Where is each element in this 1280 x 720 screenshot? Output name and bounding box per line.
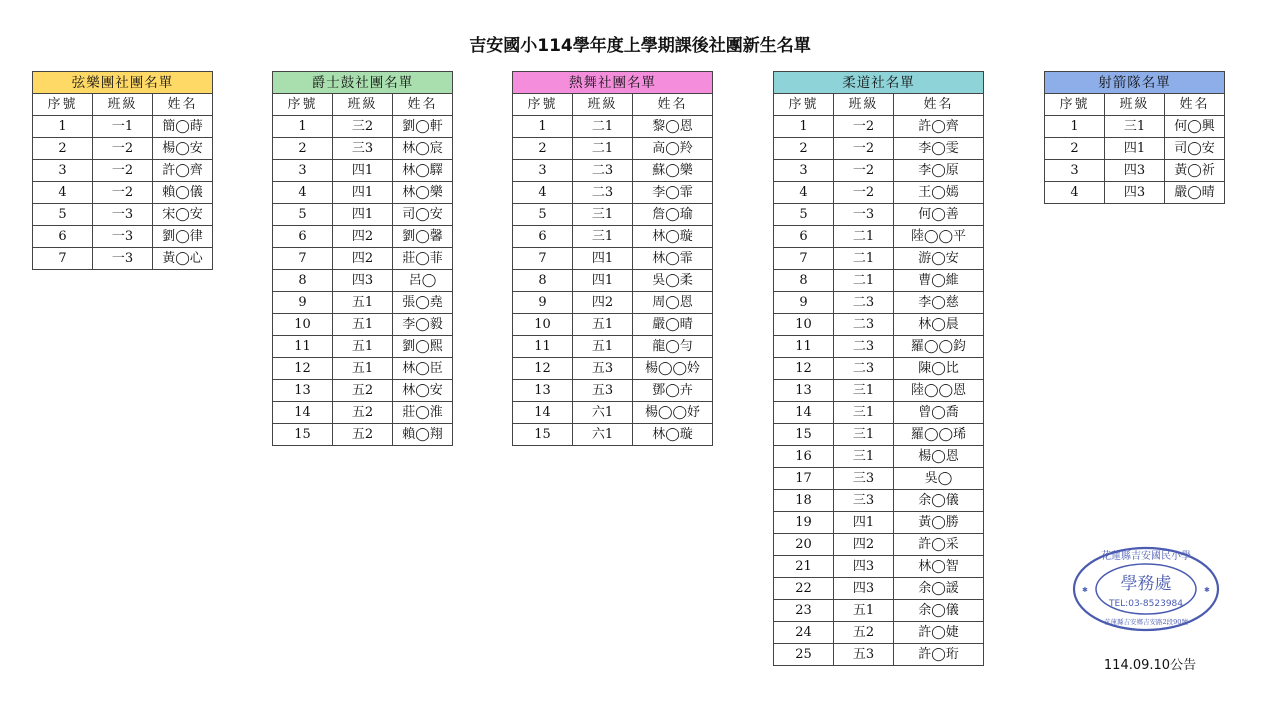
class-cell: 一2 [834, 160, 894, 182]
class-cell: 四3 [333, 270, 393, 292]
name-cell: 余◯儀 [894, 600, 984, 622]
name-cell: 許◯婕 [894, 622, 984, 644]
class-cell: 五3 [573, 358, 633, 380]
class-cell: 五3 [573, 380, 633, 402]
seq-cell: 17 [774, 468, 834, 490]
class-cell: 三1 [834, 402, 894, 424]
class-column-header: 班級 [93, 94, 153, 116]
table-row [513, 424, 713, 446]
seq-cell: 25 [774, 644, 834, 666]
name-cell: 楊◯安 [153, 138, 213, 160]
name-cell: 李◯霏 [633, 182, 713, 204]
table-row [1045, 160, 1225, 182]
class-cell: 三3 [834, 490, 894, 512]
class-cell: 四1 [573, 248, 633, 270]
seq-cell: 6 [33, 226, 93, 248]
name-cell: 司◯安 [1165, 138, 1225, 160]
seq-cell: 6 [513, 226, 573, 248]
class-cell: 五2 [834, 622, 894, 644]
table-row [1045, 138, 1225, 160]
class-cell: 三1 [573, 226, 633, 248]
seq-cell: 11 [273, 336, 333, 358]
table-row [273, 182, 453, 204]
seq-cell: 8 [513, 270, 573, 292]
class-cell: 三1 [834, 424, 894, 446]
table-row [774, 204, 984, 226]
seq-cell: 22 [774, 578, 834, 600]
table-row [774, 490, 984, 512]
class-cell: 三1 [1105, 116, 1165, 138]
class-cell: 四1 [573, 270, 633, 292]
name-cell: 黃◯勝 [894, 512, 984, 534]
seq-cell: 7 [513, 248, 573, 270]
seq-cell: 2 [513, 138, 573, 160]
class-cell: 五2 [333, 402, 393, 424]
class-cell: 二1 [834, 270, 894, 292]
seq-cell: 13 [273, 380, 333, 402]
name-cell: 司◯安 [393, 204, 453, 226]
seq-cell: 8 [774, 270, 834, 292]
name-cell: 劉◯軒 [393, 116, 453, 138]
seq-cell: 3 [513, 160, 573, 182]
class-cell: 二3 [573, 182, 633, 204]
seq-cell: 3 [1045, 160, 1105, 182]
class-cell: 二1 [573, 138, 633, 160]
table-row [513, 336, 713, 358]
name-cell: 李◯原 [894, 160, 984, 182]
seq-cell: 3 [273, 160, 333, 182]
seq-cell: 5 [33, 204, 93, 226]
class-cell: 二3 [834, 358, 894, 380]
seq-column-header: 序號 [774, 94, 834, 116]
table-row [273, 204, 453, 226]
table-row [513, 358, 713, 380]
class-cell: 二3 [573, 160, 633, 182]
name-column-header: 姓名 [1165, 94, 1225, 116]
table-row [273, 424, 453, 446]
seq-cell: 18 [774, 490, 834, 512]
name-cell: 林◯智 [894, 556, 984, 578]
seq-cell: 7 [33, 248, 93, 270]
class-cell: 一2 [93, 182, 153, 204]
table-row [513, 160, 713, 182]
seq-cell: 5 [513, 204, 573, 226]
name-cell: 莊◯菲 [393, 248, 453, 270]
name-cell: 李◯毅 [393, 314, 453, 336]
name-cell: 曾◯喬 [894, 402, 984, 424]
seq-cell: 5 [273, 204, 333, 226]
table-row [33, 248, 213, 270]
table-row [273, 270, 453, 292]
class-cell: 五1 [333, 358, 393, 380]
table-row [774, 182, 984, 204]
stamp-tel-text: TEL:03-8523984 [1108, 599, 1184, 609]
seq-cell: 4 [273, 182, 333, 204]
table-row [513, 402, 713, 424]
table-row [774, 446, 984, 468]
seq-column-header: 序號 [273, 94, 333, 116]
name-cell: 宋◯安 [153, 204, 213, 226]
table-row [273, 402, 453, 424]
class-column-header: 班級 [1105, 94, 1165, 116]
table-row [513, 226, 713, 248]
seq-cell: 12 [513, 358, 573, 380]
class-cell: 三1 [573, 204, 633, 226]
class-cell: 四2 [834, 534, 894, 556]
table-row [1045, 182, 1225, 204]
name-cell: 林◯樂 [393, 182, 453, 204]
seq-cell: 12 [774, 358, 834, 380]
name-cell: 陸◯◯恩 [894, 380, 984, 402]
string-orchestra-roster-table [32, 71, 213, 270]
class-cell: 五2 [333, 424, 393, 446]
name-cell: 李◯慈 [894, 292, 984, 314]
name-cell: 何◯興 [1165, 116, 1225, 138]
seq-cell: 10 [273, 314, 333, 336]
table-row [774, 270, 984, 292]
name-cell: 許◯采 [894, 534, 984, 556]
name-cell: 羅◯◯琋 [894, 424, 984, 446]
class-cell: 一3 [93, 204, 153, 226]
seq-cell: 12 [273, 358, 333, 380]
class-cell: 三2 [333, 116, 393, 138]
class-cell: 四2 [333, 248, 393, 270]
class-cell: 四1 [333, 182, 393, 204]
class-cell: 三1 [834, 380, 894, 402]
seq-cell: 2 [33, 138, 93, 160]
club-title: 弦樂團社團名單 [33, 72, 213, 94]
seq-cell: 9 [513, 292, 573, 314]
name-cell: 張◯堯 [393, 292, 453, 314]
seq-cell: 4 [1045, 182, 1105, 204]
name-cell: 鄧◯卉 [633, 380, 713, 402]
seq-column-header: 序號 [1045, 94, 1105, 116]
class-cell: 五1 [333, 292, 393, 314]
table-row [273, 160, 453, 182]
name-cell: 劉◯律 [153, 226, 213, 248]
name-cell: 高◯羚 [633, 138, 713, 160]
name-cell: 嚴◯晴 [1165, 182, 1225, 204]
name-cell: 許◯齊 [153, 160, 213, 182]
seq-cell: 21 [774, 556, 834, 578]
class-cell: 二1 [834, 248, 894, 270]
seq-cell: 2 [273, 138, 333, 160]
name-cell: 李◯雯 [894, 138, 984, 160]
name-cell: 林◯晨 [894, 314, 984, 336]
class-cell: 一3 [834, 204, 894, 226]
seq-cell: 1 [273, 116, 333, 138]
seq-cell: 11 [513, 336, 573, 358]
seq-cell: 13 [774, 380, 834, 402]
stamp-outer-text: 花蓮縣吉安國民小學 [1101, 551, 1191, 562]
name-cell: 林◯臣 [393, 358, 453, 380]
class-cell: 二1 [573, 116, 633, 138]
table-row [774, 160, 984, 182]
name-cell: 龍◯勻 [633, 336, 713, 358]
name-cell: 林◯安 [393, 380, 453, 402]
seq-cell: 6 [774, 226, 834, 248]
class-cell: 二1 [834, 226, 894, 248]
name-cell: 許◯珩 [894, 644, 984, 666]
name-cell: 簡◯蒔 [153, 116, 213, 138]
table-row [1045, 116, 1225, 138]
class-cell: 一3 [93, 248, 153, 270]
name-cell: 楊◯恩 [894, 446, 984, 468]
class-column-header: 班級 [573, 94, 633, 116]
seq-cell: 20 [774, 534, 834, 556]
table-row [774, 336, 984, 358]
table-row [513, 292, 713, 314]
table-row [774, 358, 984, 380]
name-cell: 吳◯ [894, 468, 984, 490]
name-cell: 林◯璇 [633, 226, 713, 248]
name-cell: 林◯璇 [633, 424, 713, 446]
class-cell: 五1 [834, 600, 894, 622]
class-cell: 二3 [834, 292, 894, 314]
class-cell: 三3 [333, 138, 393, 160]
class-cell: 四1 [1105, 138, 1165, 160]
name-cell: 林◯宸 [393, 138, 453, 160]
table-row [774, 622, 984, 644]
seq-cell: 9 [273, 292, 333, 314]
name-cell: 王◯嫣 [894, 182, 984, 204]
name-cell: 呂◯ [393, 270, 453, 292]
name-cell: 余◯諼 [894, 578, 984, 600]
seq-cell: 3 [33, 160, 93, 182]
table-row [774, 226, 984, 248]
seq-cell: 4 [774, 182, 834, 204]
seq-cell: 7 [273, 248, 333, 270]
table-row [774, 138, 984, 160]
seq-cell: 1 [774, 116, 834, 138]
table-row [513, 204, 713, 226]
table-row [33, 204, 213, 226]
table-row [774, 292, 984, 314]
seq-cell: 10 [513, 314, 573, 336]
name-cell: 游◯安 [894, 248, 984, 270]
seq-cell: 6 [273, 226, 333, 248]
table-row [774, 424, 984, 446]
table-row [513, 138, 713, 160]
table-row [273, 336, 453, 358]
club-title: 柔道社名單 [774, 72, 984, 94]
class-cell: 五1 [573, 336, 633, 358]
table-row [513, 314, 713, 336]
seq-cell: 4 [33, 182, 93, 204]
name-cell: 楊◯◯妗 [633, 358, 713, 380]
class-cell: 六1 [573, 402, 633, 424]
name-cell: 劉◯熙 [393, 336, 453, 358]
name-cell: 詹◯瑜 [633, 204, 713, 226]
table-row [513, 380, 713, 402]
seq-cell: 5 [774, 204, 834, 226]
class-cell: 四3 [1105, 160, 1165, 182]
seq-cell: 9 [774, 292, 834, 314]
seq-cell: 4 [513, 182, 573, 204]
seq-cell: 11 [774, 336, 834, 358]
table-row [774, 534, 984, 556]
class-cell: 五1 [573, 314, 633, 336]
table-row [273, 380, 453, 402]
table-row [774, 116, 984, 138]
name-cell: 莊◯淮 [393, 402, 453, 424]
table-row [33, 138, 213, 160]
seq-cell: 14 [774, 402, 834, 424]
table-row [513, 270, 713, 292]
table-row [273, 226, 453, 248]
seq-cell: 16 [774, 446, 834, 468]
seq-cell: 15 [273, 424, 333, 446]
table-row [273, 248, 453, 270]
table-row [513, 182, 713, 204]
name-cell: 余◯儀 [894, 490, 984, 512]
table-row [774, 556, 984, 578]
table-row [774, 512, 984, 534]
seq-cell: 14 [513, 402, 573, 424]
club-title: 熱舞社團名單 [513, 72, 713, 94]
seq-cell: 19 [774, 512, 834, 534]
stamp-star-left-icon: ✱ [1082, 586, 1088, 594]
name-column-header: 姓名 [153, 94, 213, 116]
class-cell: 五1 [333, 314, 393, 336]
table-row [33, 116, 213, 138]
seq-cell: 15 [774, 424, 834, 446]
table-row [774, 314, 984, 336]
table-row [774, 468, 984, 490]
name-cell: 劉◯馨 [393, 226, 453, 248]
class-cell: 一3 [93, 226, 153, 248]
class-cell: 一2 [834, 116, 894, 138]
seq-cell: 1 [1045, 116, 1105, 138]
club-title: 爵士鼓社團名單 [273, 72, 453, 94]
seq-cell: 24 [774, 622, 834, 644]
name-cell: 許◯齊 [894, 116, 984, 138]
class-cell: 一2 [93, 160, 153, 182]
class-cell: 五3 [834, 644, 894, 666]
name-cell: 林◯驛 [393, 160, 453, 182]
street-dance-roster-table [512, 71, 713, 446]
seq-cell: 13 [513, 380, 573, 402]
class-cell: 二3 [834, 314, 894, 336]
class-cell: 五1 [333, 336, 393, 358]
stamp-office-text: 學務處 [1120, 574, 1172, 594]
class-cell: 四3 [834, 578, 894, 600]
club-title: 射箭隊名單 [1045, 72, 1225, 94]
table-row [273, 138, 453, 160]
class-cell: 一2 [93, 138, 153, 160]
seq-column-header: 序號 [513, 94, 573, 116]
seq-cell: 10 [774, 314, 834, 336]
class-cell: 一2 [834, 138, 894, 160]
name-column-header: 姓名 [633, 94, 713, 116]
class-cell: 一1 [93, 116, 153, 138]
seq-cell: 2 [774, 138, 834, 160]
table-row [774, 644, 984, 666]
class-cell: 四2 [573, 292, 633, 314]
name-cell: 黎◯恩 [633, 116, 713, 138]
table-row [273, 116, 453, 138]
name-cell: 嚴◯晴 [633, 314, 713, 336]
seq-column-header: 序號 [33, 94, 93, 116]
class-cell: 四1 [333, 204, 393, 226]
class-column-header: 班級 [834, 94, 894, 116]
stamp-address-text: 花蓮縣吉安鄉吉安路2段90號 [1104, 618, 1188, 626]
class-column-header: 班級 [333, 94, 393, 116]
name-cell: 蘇◯樂 [633, 160, 713, 182]
seq-cell: 3 [774, 160, 834, 182]
table-row [273, 358, 453, 380]
table-row [33, 226, 213, 248]
name-cell: 曹◯維 [894, 270, 984, 292]
seq-cell: 2 [1045, 138, 1105, 160]
name-cell: 陳◯比 [894, 358, 984, 380]
class-cell: 二3 [834, 336, 894, 358]
table-row [513, 248, 713, 270]
name-cell: 周◯恩 [633, 292, 713, 314]
name-cell: 吳◯柔 [633, 270, 713, 292]
name-column-header: 姓名 [894, 94, 984, 116]
name-cell: 黃◯祈 [1165, 160, 1225, 182]
class-cell: 三1 [834, 446, 894, 468]
archery-roster-table [1044, 71, 1225, 204]
school-office-stamp [1071, 546, 1221, 632]
class-cell: 三3 [834, 468, 894, 490]
judo-roster-table [773, 71, 984, 666]
name-column-header: 姓名 [393, 94, 453, 116]
name-cell: 何◯善 [894, 204, 984, 226]
class-cell: 四3 [834, 556, 894, 578]
table-row [273, 314, 453, 336]
class-cell: 四2 [333, 226, 393, 248]
class-cell: 五2 [333, 380, 393, 402]
table-row [33, 182, 213, 204]
table-row [774, 578, 984, 600]
name-cell: 賴◯儀 [153, 182, 213, 204]
table-row [513, 116, 713, 138]
seq-cell: 23 [774, 600, 834, 622]
class-cell: 四3 [1105, 182, 1165, 204]
seq-cell: 8 [273, 270, 333, 292]
notice-date: 114.09.10公告 [1103, 658, 1197, 673]
stamp-star-right-icon: ✱ [1204, 586, 1210, 594]
seq-cell: 1 [33, 116, 93, 138]
table-row [273, 292, 453, 314]
seq-cell: 15 [513, 424, 573, 446]
table-row [33, 160, 213, 182]
table-row [774, 402, 984, 424]
table-row [774, 600, 984, 622]
seq-cell: 1 [513, 116, 573, 138]
table-row [774, 248, 984, 270]
seq-cell: 7 [774, 248, 834, 270]
seq-cell: 14 [273, 402, 333, 424]
jazz-drum-roster-table [272, 71, 453, 446]
page-title: 吉安國小114學年度上學期課後社團新生名單 [469, 36, 811, 56]
name-cell: 林◯霏 [633, 248, 713, 270]
class-cell: 四1 [834, 512, 894, 534]
name-cell: 黃◯心 [153, 248, 213, 270]
class-cell: 一2 [834, 182, 894, 204]
name-cell: 羅◯◯鈞 [894, 336, 984, 358]
class-cell: 四1 [333, 160, 393, 182]
table-row [774, 380, 984, 402]
name-cell: 楊◯◯妤 [633, 402, 713, 424]
class-cell: 六1 [573, 424, 633, 446]
name-cell: 陸◯◯平 [894, 226, 984, 248]
name-cell: 賴◯翔 [393, 424, 453, 446]
